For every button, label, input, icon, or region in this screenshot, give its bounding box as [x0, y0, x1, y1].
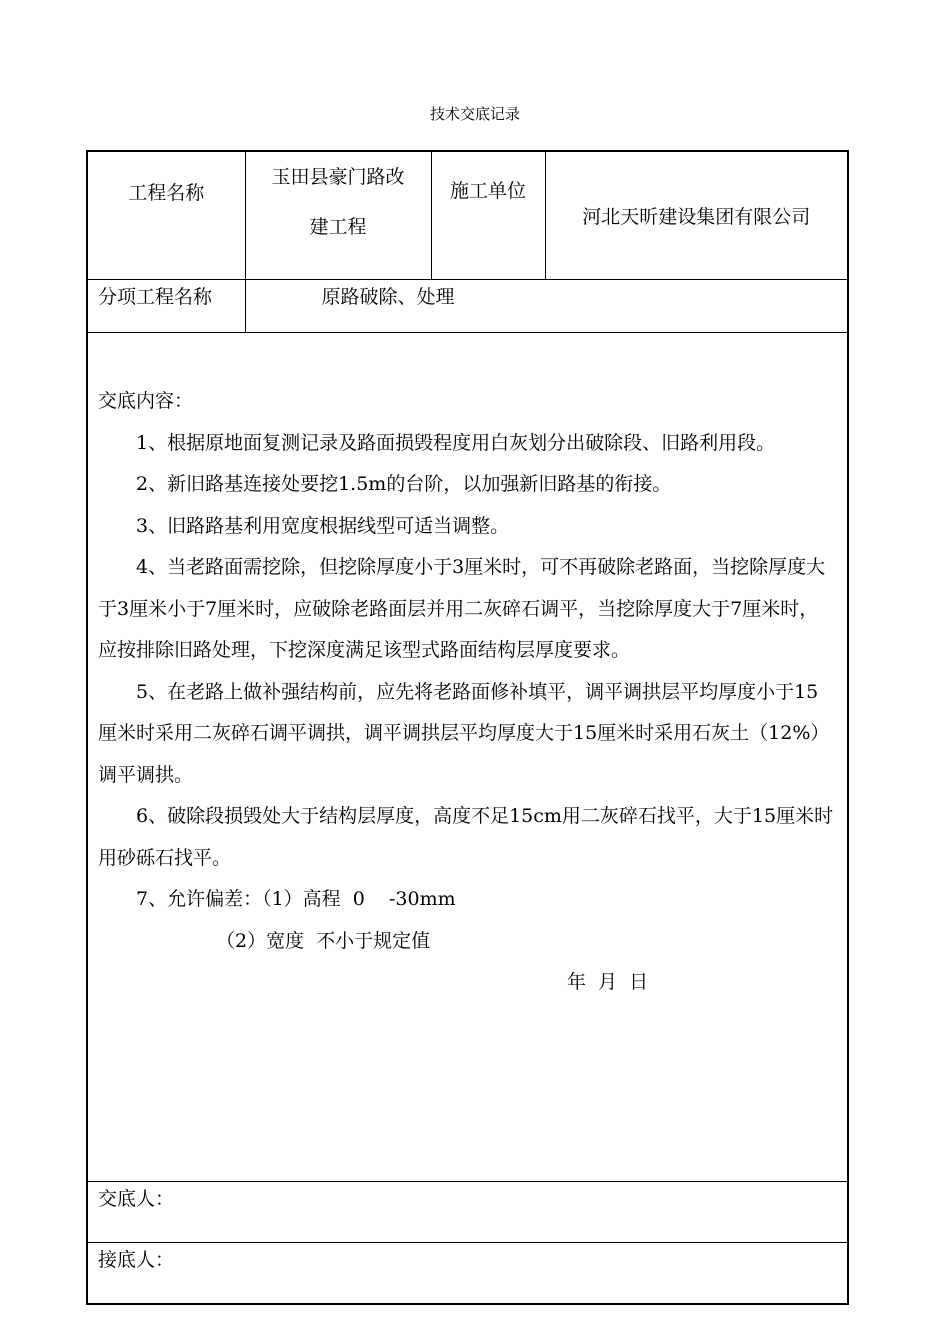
unit-label-cell [431, 151, 545, 280]
content-item-5: 5、在老路上做补强结构前，应先将老路面修补填平，调平调拱层平均厚度小于15厘米时采用二灰碎石调平调拱，调平调拱层平均厚度大于15厘米时采用石灰土（12%）调平调拱。 [98, 680, 830, 786]
project-row [87, 151, 848, 280]
project-label-cell [87, 151, 245, 280]
subitem-row [87, 280, 848, 333]
content-item-2: 2、新旧路基连接处要挖1.5m的台阶，以加强新旧路基的衔接。 [136, 473, 672, 495]
project-name-cell [245, 151, 431, 280]
document-title: 技术交底记录 [429, 105, 520, 123]
content-row [87, 333, 848, 1182]
project-name-line2: 建工程 [309, 216, 367, 238]
content-item-3: 3、旧路路基利用宽度根据线型可适当调整。 [136, 514, 510, 537]
discloser-cell [87, 1182, 848, 1243]
unit-name: 河北天昕建设集团有限公司 [582, 206, 811, 228]
disclosure-form-table [86, 150, 849, 1305]
unit-name-cell [545, 151, 848, 280]
content-item-4: 4、当老路面需挖除，但挖除厚度小于3厘米时，可不再破除老路面，当挖除厚度大于3厘米小于7厘米时，应破除老路面层并用二灰碎石调平，当挖除厚度大于7厘米时，应按排除旧路处理，下挖深度满足该型式路面结构层厚度要求。 [98, 556, 826, 661]
subitem-name-cell [245, 280, 848, 333]
content-heading: 交底内容： [98, 390, 194, 412]
subitem-name: 原路破除、处理 [321, 286, 455, 308]
discloser-label: 交底人： [98, 1188, 175, 1210]
receiver-row [87, 1243, 848, 1305]
content-cell [87, 333, 848, 1182]
subitem-label: 分项工程名称 [98, 286, 213, 308]
unit-label: 施工单位 [449, 180, 526, 202]
receiver-cell [87, 1243, 848, 1305]
discloser-row [87, 1182, 848, 1243]
date-line: 年 月 日 [567, 971, 649, 993]
project-name-line1: 玉田县豪门路改 [271, 166, 405, 188]
content-item-1: 1、根据原地面复测记录及路面损毁程度用白灰划分出破除段、旧路利用段。 [136, 431, 776, 454]
project-label: 工程名称 [128, 182, 205, 204]
content-item-6: 6、破除段损毁处大于结构层厚度，高度不足15cm用二灰碎石找平，大于15厘米时用砂砾石找平。 [98, 805, 834, 869]
content-item-7: 7、允许偏差：（1）高程 0 -30mm [136, 888, 456, 910]
subitem-label-cell [87, 280, 245, 333]
receiver-label: 接底人： [98, 1249, 175, 1271]
tolerance-width: （2）宽度 不小于规定值 [216, 929, 431, 952]
